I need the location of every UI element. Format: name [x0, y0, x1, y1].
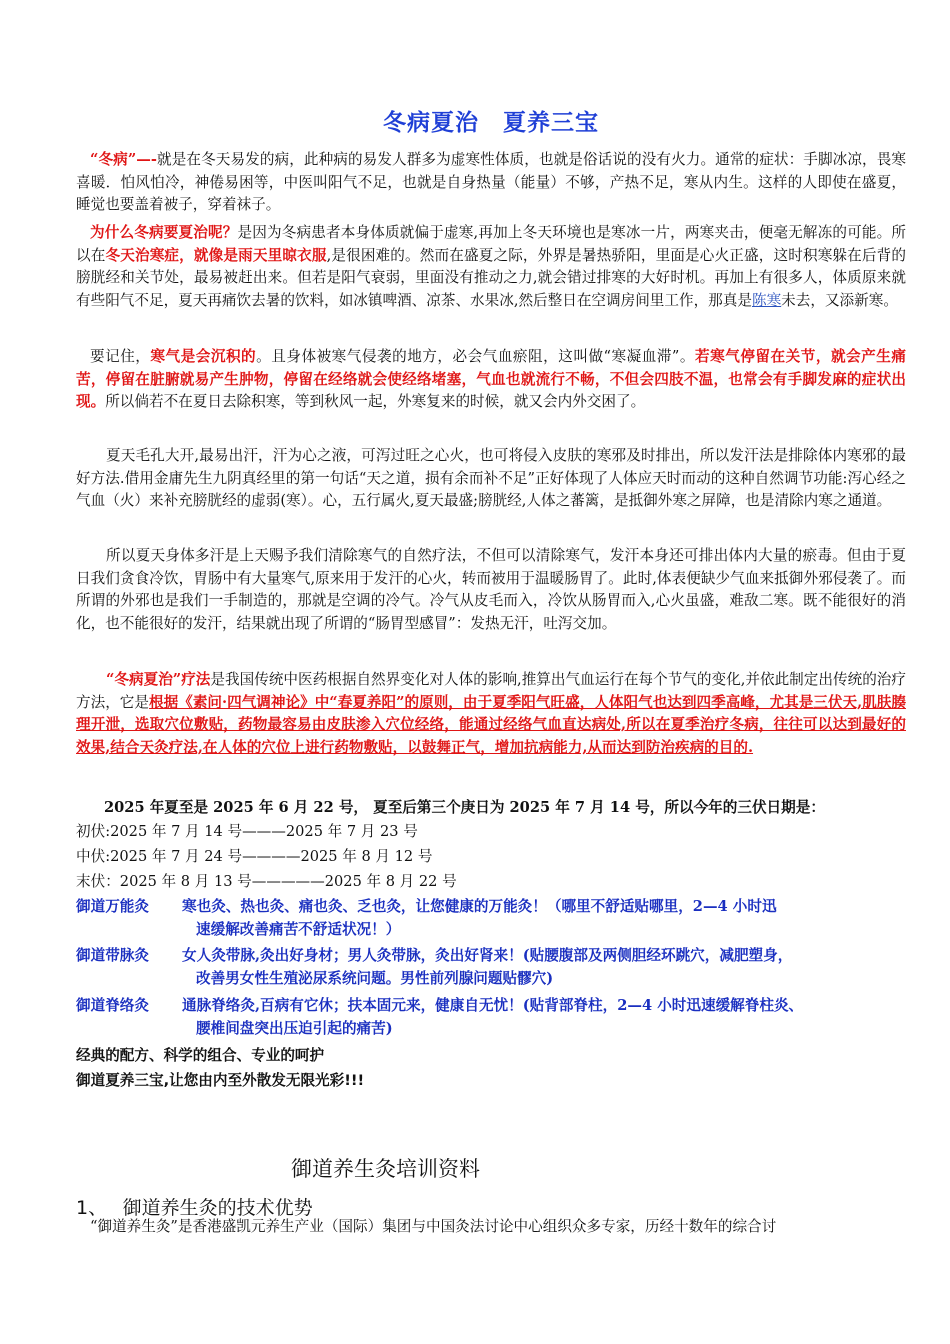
date-chufu: 初伏:2025 年 7 月 14 号———2025 年 7 月 23 号 — [76, 823, 418, 840]
paragraph-natural-therapy: 所以夏天身体多汗是上天赐予我们清除寒气的自然疗法，不但可以清除寒气，发汗本身还可排出体内大量的瘀毒。但由于夏日我们贪食冷饮，胃肠中有大量寒气,原来用于发汗的心火，转而被用于温暖肠胃了。此时,体表便缺少气血来抵御外邪侵袭了。而所谓的外邪也是我们一手制造的，那就是空调的冷气。冷气从皮毛而入，冷饮从肠胃而入,心火虽盛，难敌二寒。既不能很好的消化，也不能很好的发汗，结果就出现了所谓的“肠胃型感冒”：发热无汗，吐泻交加。 — [76, 547, 906, 632]
date-mofu: 末伏：2025 年 8 月 13 号—————2025 年 8 月 22 号 — [76, 873, 457, 890]
paragraph-why-summer: 为什么冬病要夏治呢？是因为冬病患者本身体质就偏于虚寒,再加上冬天环境也是寒冰一片，两寒夹击，便毫无解冻的可能。所以在冬天治寒症，就像是雨天里晾衣服,是很困难的。然而在盛夏之际，外界是暑热骄阳，里面是心火正盛，这时积寒躲在后背的膀胱经和关节处，最易被赶出来。但若是阳气衰弱，里面没有推动之力,就会错过排寒的大好时机。再加上有很多人，体质原来就有些阳气不足，夏天再痛饮去暑的饮料，如冰镇啤酒、凉茶、水果冰,然后整日在空调房间里工作，那真是陈寒未去，又添新寒。 — [76, 224, 906, 309]
product-wanneng: 御道万能灸 寒也灸、热也灸、痛也灸、乏也灸，让您健康的万能灸！（哪里不舒适贴哪里，2—4 小时迅 速缓解改善痛苦不舒适状况！） — [76, 898, 777, 938]
paragraph-sweat: 夏天毛孔大开,最易出汗，汗为心之液，可泻过旺之心火，也可将侵入皮肤的寒邪及时排出，所以发汗法是排除体内寒邪的最好方法.借用金庸先生九阴真经里的第一句话“天之道，损有余而补不足”正好体现了人体应天时而动的这种自然调节功能:泻心经之气血（火）来补充膀胱经的虚弱(寒）。心，五行属火,夏天最盛;膀胱经,人体之蕃篱，是抵御外寒之屏障，也是清除内寒之通道。 — [76, 447, 906, 510]
paragraph-therapy-method: “冬病夏治”疗法是我国传统中医药根据自然界变化对人体的影响,推算出气血运行在每个节气的变化,并依此制定出传统的治疗方法，它是根据《素问·四气调神论》中“春夏养阳”的原则，由于夏季阳气旺盛，人体阳气也达到四季高峰，尤其是三伏天,肌肤腠理开泄，选取穴位敷贴，药物最容易由皮肤渗入穴位经络，能通过经络气血直达病处,所以在夏季治疗冬病，往往可以达到最好的效果,结合天灸疗法,在人体的穴位上进行药物敷贴，以鼓舞正气，增加抗病能力,从而达到防治疾病的目的. — [76, 671, 906, 756]
date-zhongfu: 中伏:2025 年 7 月 24 号————2025 年 8 月 12 号 — [76, 848, 433, 865]
slogan-2: 御道夏养三宝,让您由内至外散发无限光彩!!! — [76, 1072, 365, 1089]
heading-technical-advantage: 1、 御道养生灸的技术优势 — [76, 1197, 313, 1219]
link-chenhan[interactable]: 陈寒 — [751, 291, 782, 309]
paragraph-intro-truncated: “御道养生灸”是香港盛凯元养生产业（国际）集团与中国灸法讨论中心组织众多专家，历经十数年的综合讨 — [90, 1218, 777, 1235]
product-daimai: 御道带脉灸 女人灸带脉,灸出好身材；男人灸带脉，灸出好肾来！(贴腰腹部及两侧胆经环跳穴，减肥塑身， 改善男女性生殖泌尿系统问题。男性前列腺问题贴髎穴) — [76, 947, 793, 987]
dates-intro: 2025 年夏至是 2025 年 6 月 22 号， 夏至后第三个庚日为 2025 年 7 月 14 号，所以今年的三伏日期是： — [104, 799, 825, 816]
section-title: 御道养生灸培训资料 — [291, 1157, 480, 1181]
term-dongbing: “冬病”—- — [90, 151, 157, 168]
paragraph-remember: 要记住，寒气是会沉积的。且身体被寒气侵袭的地方，必会气血瘀阻，这叫做“寒凝血滞”。若寒气停留在关节，就会产生痛苦，停留在脏腑就易产生肿物，停留在经络就会使经络堵塞，气血也就流行不畅，不但会四肢不温，也常会有手脚发麻的症状出现。所以倘若不在夏日去除积寒，等到秋风一起，外寒复来的时候，就又会内外交困了。 — [76, 348, 906, 411]
question-why: 为什么冬病要夏治呢？ — [90, 224, 238, 241]
paragraph-dongbing: “冬病”—-就是在冬天易发的病，此种病的易发人群多为虚寒性体质，也就是俗话说的没有火力。通常的症状：手脚冰凉，畏寒喜暖．怕风怕冷，神倦易困等，中医叫阳气不足，也就是自身热量（能量）不够，产热不足，寒从内生。这样的人即使在盛夏，睡觉也要盖着被子，穿着袜子。 — [76, 151, 906, 214]
page-title: 冬病夏治 夏养三宝 — [383, 110, 599, 136]
slogan-1: 经典的配方、科学的组合、专业的呵护 — [76, 1047, 325, 1064]
product-jiluo: 御道脊络灸 通脉脊络灸,百病有它休；扶本固元来，健康自无忧！(贴背部脊柱，2—4 小时迅速缓解脊柱炎、 腰椎间盘突出压迫引起的痛苦) — [76, 997, 804, 1037]
